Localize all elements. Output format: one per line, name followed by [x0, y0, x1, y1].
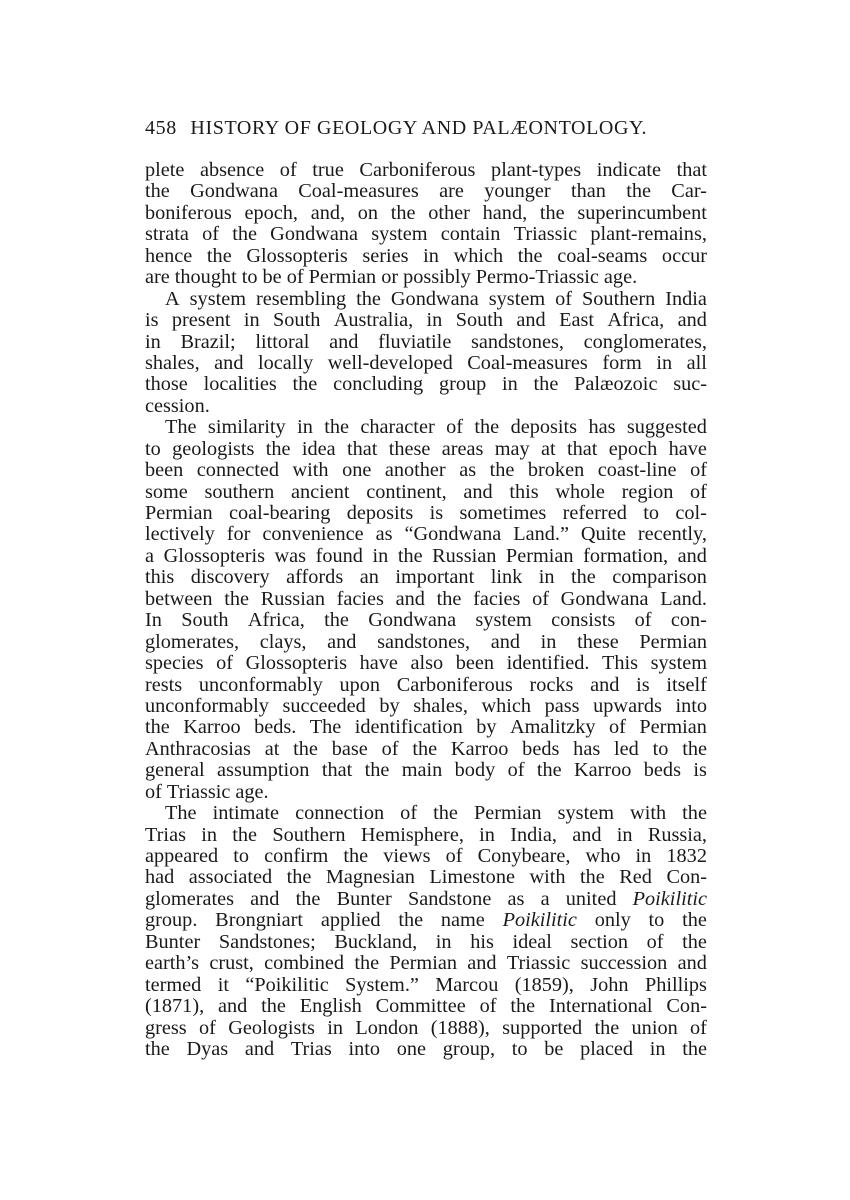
text-line: this discovery affords an important link in the comparison — [145, 566, 707, 589]
text-line: of Triassic age. — [145, 780, 269, 803]
text-line: is present in South Australia, in South and East Africa, and — [145, 309, 707, 332]
text-line: strata of the Gondwana system contain Triassic plant-remains, — [145, 223, 707, 246]
text-line: unconformably succeeded by shales, which pass upwards into — [145, 694, 707, 717]
text-line: general assumption that the main body of the Karroo beds is — [145, 759, 707, 782]
text-line: in Brazil; littoral and fluviatile sandstones, conglomerates, — [145, 330, 707, 353]
running-title: HISTORY OF GEOLOGY AND PALÆONTOLOGY. — [190, 117, 648, 139]
text-line: gress of Geologists in London (1888), supported the union of — [145, 1016, 707, 1039]
text-line: had associated the Magnesian Limestone with the Red Con- — [145, 866, 707, 889]
text-line: Permian coal-bearing deposits is sometimes referred to col- — [145, 502, 707, 524]
text-line: are thought to be of Permian or possibly Permo-Triassic age. — [145, 266, 638, 289]
text-line: (1871), and the English Committee of the International Con- — [145, 995, 707, 1018]
text-line: termed it “Poikilitic System.” Marcou (1859), John Phillips — [145, 973, 707, 996]
text-line: cession. — [145, 394, 210, 417]
text-line: some southern ancient continent, and this whole region of — [145, 480, 707, 503]
text-line: those localities the concluding group in the Palæozoic suc- — [145, 373, 707, 396]
text-line: species of Glossopteris have also been identified. This system — [145, 652, 707, 675]
text-line: A system resembling the Gondwana system of Southern India — [165, 287, 707, 310]
text-line: appeared to confirm the views of Conybeare, who in 1832 — [145, 845, 707, 867]
text-line: Trias in the Southern Hemisphere, in India, and in Russia, — [145, 823, 707, 846]
text-line: The similarity in the character of the deposits has suggested — [165, 416, 707, 439]
text-line: the Gondwana Coal-measures are younger than the Car- — [145, 180, 707, 203]
text-line: shales, and locally well-developed Coal-measures form in all — [145, 351, 707, 374]
text-line: the Dyas and Trias into one group, to be placed in the — [145, 1037, 707, 1060]
page-number: 458 — [145, 117, 177, 139]
text-line: been connected with one another as the broken coast-line of — [145, 459, 707, 482]
text-line: hence the Glossopteris series in which the coal-seams occur — [145, 244, 707, 267]
text-line: plete absence of true Carboniferous plant-types indicate that — [145, 159, 707, 181]
text-line: to geologists the idea that these areas may at that epoch have — [145, 437, 707, 460]
text-line: earth’s crust, combined the Permian and Triassic succession and — [145, 952, 707, 975]
text-line: lectively for convenience as “Gondwana Land.” Quite recently, — [145, 523, 707, 546]
text-line: Bunter Sandstones; Buckland, in his ideal section of the — [145, 930, 707, 953]
running-head — [145, 117, 710, 140]
text-line: rests unconformably upon Carboniferous rocks and is itself — [145, 673, 707, 696]
text-line: a Glossopteris was found in the Russian Permian formation, and — [145, 544, 707, 567]
text-line: In South Africa, the Gondwana system consists of con- — [145, 609, 707, 632]
text-line: the Karroo beds. The identification by Amalitzky of Permian — [145, 716, 707, 739]
text-line: glomerates, clays, and sandstones, and in these Permian — [145, 630, 707, 653]
text-line: boniferous epoch, and, on the other hand, the superincumbent — [145, 201, 707, 224]
text-line: between the Russian facies and the facies of Gondwana Land. — [145, 587, 707, 610]
text-line: glomerates and the Bunter Sandstone as a united Poikilitic — [145, 887, 707, 910]
text-line: The intimate connection of the Permian system with the — [165, 802, 707, 825]
text-line: group. Brongniart applied the name Poikilitic only to the — [145, 909, 707, 932]
body-text — [145, 160, 707, 1060]
text-line: Anthracosias at the base of the Karroo beds has led to the — [145, 737, 707, 760]
